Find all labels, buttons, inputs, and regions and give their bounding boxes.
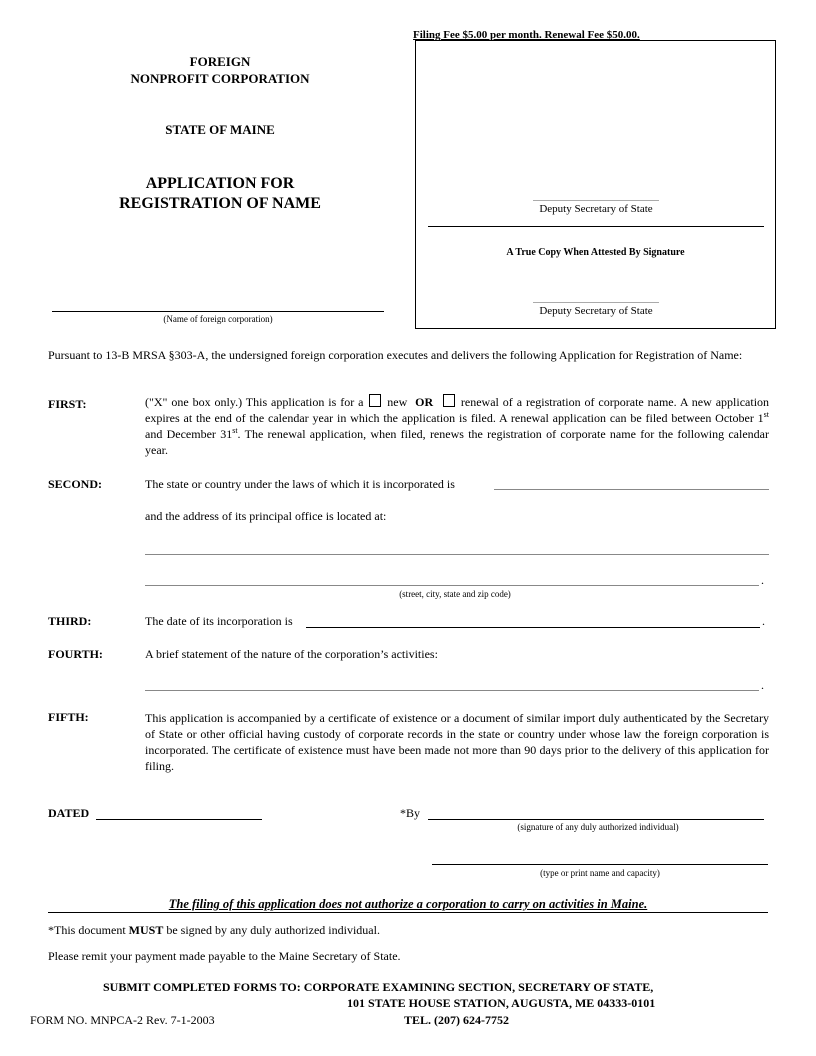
third-label: THIRD: <box>48 614 92 628</box>
printed-name-field[interactable] <box>432 850 768 865</box>
corporation-name-line[interactable] <box>52 311 384 312</box>
submit-line-2: 101 STATE HOUSE STATION, AUGUSTA, ME 04333-0101 <box>347 996 656 1010</box>
fifth-paragraph: This application is accompanied by a certificate of existence or a document of similar import duly authenticated by the Secretary of State or other official having custody of corporate records in the state or country under whose law the foreign corporation is incorporated. The certificate of existence must have been made not more than 90 days prior to the delivery of this application for filing. <box>145 711 769 773</box>
second-text-2: and the address of its principal office is located at: <box>145 509 387 523</box>
telephone: TEL. (207) 624-7752 <box>404 1013 509 1027</box>
address-field-line-1[interactable] <box>145 540 769 555</box>
application-title-line-2: REGISTRATION OF NAME <box>119 195 321 212</box>
dated-field[interactable] <box>96 805 262 820</box>
renewal-checkbox[interactable] <box>443 394 455 407</box>
state-heading: STATE OF MAINE <box>165 122 275 137</box>
fourth-label: FOURTH: <box>48 647 103 661</box>
address-caption: (street, city, state and zip code) <box>399 589 511 599</box>
title-line-1: FOREIGN <box>189 54 251 69</box>
first-paragraph <box>145 394 769 458</box>
corporation-name-caption: (Name of foreign corporation) <box>163 314 273 324</box>
form-number: FORM NO. MNPCA-2 Rev. 7-1-2003 <box>30 1013 215 1027</box>
application-title-line-1: APPLICATION FOR <box>145 175 295 192</box>
signature-caption: (signature of any duly authorized individual) <box>517 822 679 832</box>
remit-note: Please remit your payment made payable to the Maine Secretary of State. <box>48 949 401 963</box>
third-period: . <box>762 614 765 628</box>
first-text-3: and December 31 <box>145 427 233 441</box>
filing-fee: Filing Fee $5.00 per month. Renewal Fee $50.00. <box>413 29 640 41</box>
new-checkbox[interactable] <box>369 394 381 407</box>
second-label: SECOND: <box>48 477 103 491</box>
first-text-4: . The renewal application, when filed, renews the registration of corporate name for the following calendar year. <box>145 427 769 457</box>
address-field-line-2[interactable] <box>145 571 759 586</box>
first-text-1: ("X" one box only.) This application is for a <box>145 395 364 409</box>
form-title <box>90 53 350 87</box>
must-note-emphasis: MUST <box>128 923 164 937</box>
first-text-2: renewal of a registration of corporate name. A new application expires at the end of the calendar year in which the application is filed. A renewal application can be filed between October 1 <box>145 395 770 425</box>
must-note-post: be signed by any duly authorized individual. <box>163 923 380 937</box>
st-sup-1: st <box>763 410 769 419</box>
state-of-incorporation-field[interactable] <box>494 475 769 490</box>
must-note-pre: *This document <box>48 923 129 937</box>
fourth-text: A brief statement of the nature of the corporation’s activities: <box>145 647 438 661</box>
first-label: FIRST: <box>48 397 87 411</box>
title-line-2: NONPROFIT CORPORATION <box>130 71 310 86</box>
address-period: . <box>761 573 764 587</box>
deputy-signature-line-1 <box>533 200 659 201</box>
second-text-1: The state or country under the laws of which it is incorporated is <box>145 477 455 491</box>
or-label: OR <box>415 395 434 409</box>
by-label: *By <box>400 806 421 820</box>
dated-label: DATED <box>48 806 90 820</box>
submit-line-1: SUBMIT COMPLETED FORMS TO: CORPORATE EXAMINING SECTION, SECRETARY OF STATE, <box>103 980 654 994</box>
intro-paragraph: Pursuant to 13-B MRSA §303-A, the undersigned foreign corporation executes and delivers the following Application for Registration of Name: <box>48 348 743 362</box>
fourth-period: . <box>761 678 764 692</box>
new-label: new <box>387 395 408 409</box>
st-sup-2: st <box>232 426 238 435</box>
third-text: The date of its incorporation is <box>145 614 293 628</box>
filing-box <box>415 40 776 329</box>
fifth-label: FIFTH: <box>48 710 89 724</box>
deputy-caption-2: Deputy Secretary of State <box>539 305 653 317</box>
must-sign-note <box>48 923 380 938</box>
activities-notice: The filing of this application does not authorize a corporation to carry on activities in Maine. <box>48 897 768 913</box>
deputy-caption-1: Deputy Secretary of State <box>539 203 653 215</box>
activities-field[interactable] <box>145 676 759 691</box>
true-copy-text: A True Copy When Attested By Signature <box>506 247 685 258</box>
deputy-signature-line-2 <box>533 302 659 303</box>
box-divider <box>428 226 764 227</box>
incorporation-date-field[interactable] <box>306 613 760 628</box>
application-title <box>80 174 360 214</box>
printed-name-caption: (type or print name and capacity) <box>540 868 660 878</box>
signature-field[interactable] <box>428 805 764 820</box>
